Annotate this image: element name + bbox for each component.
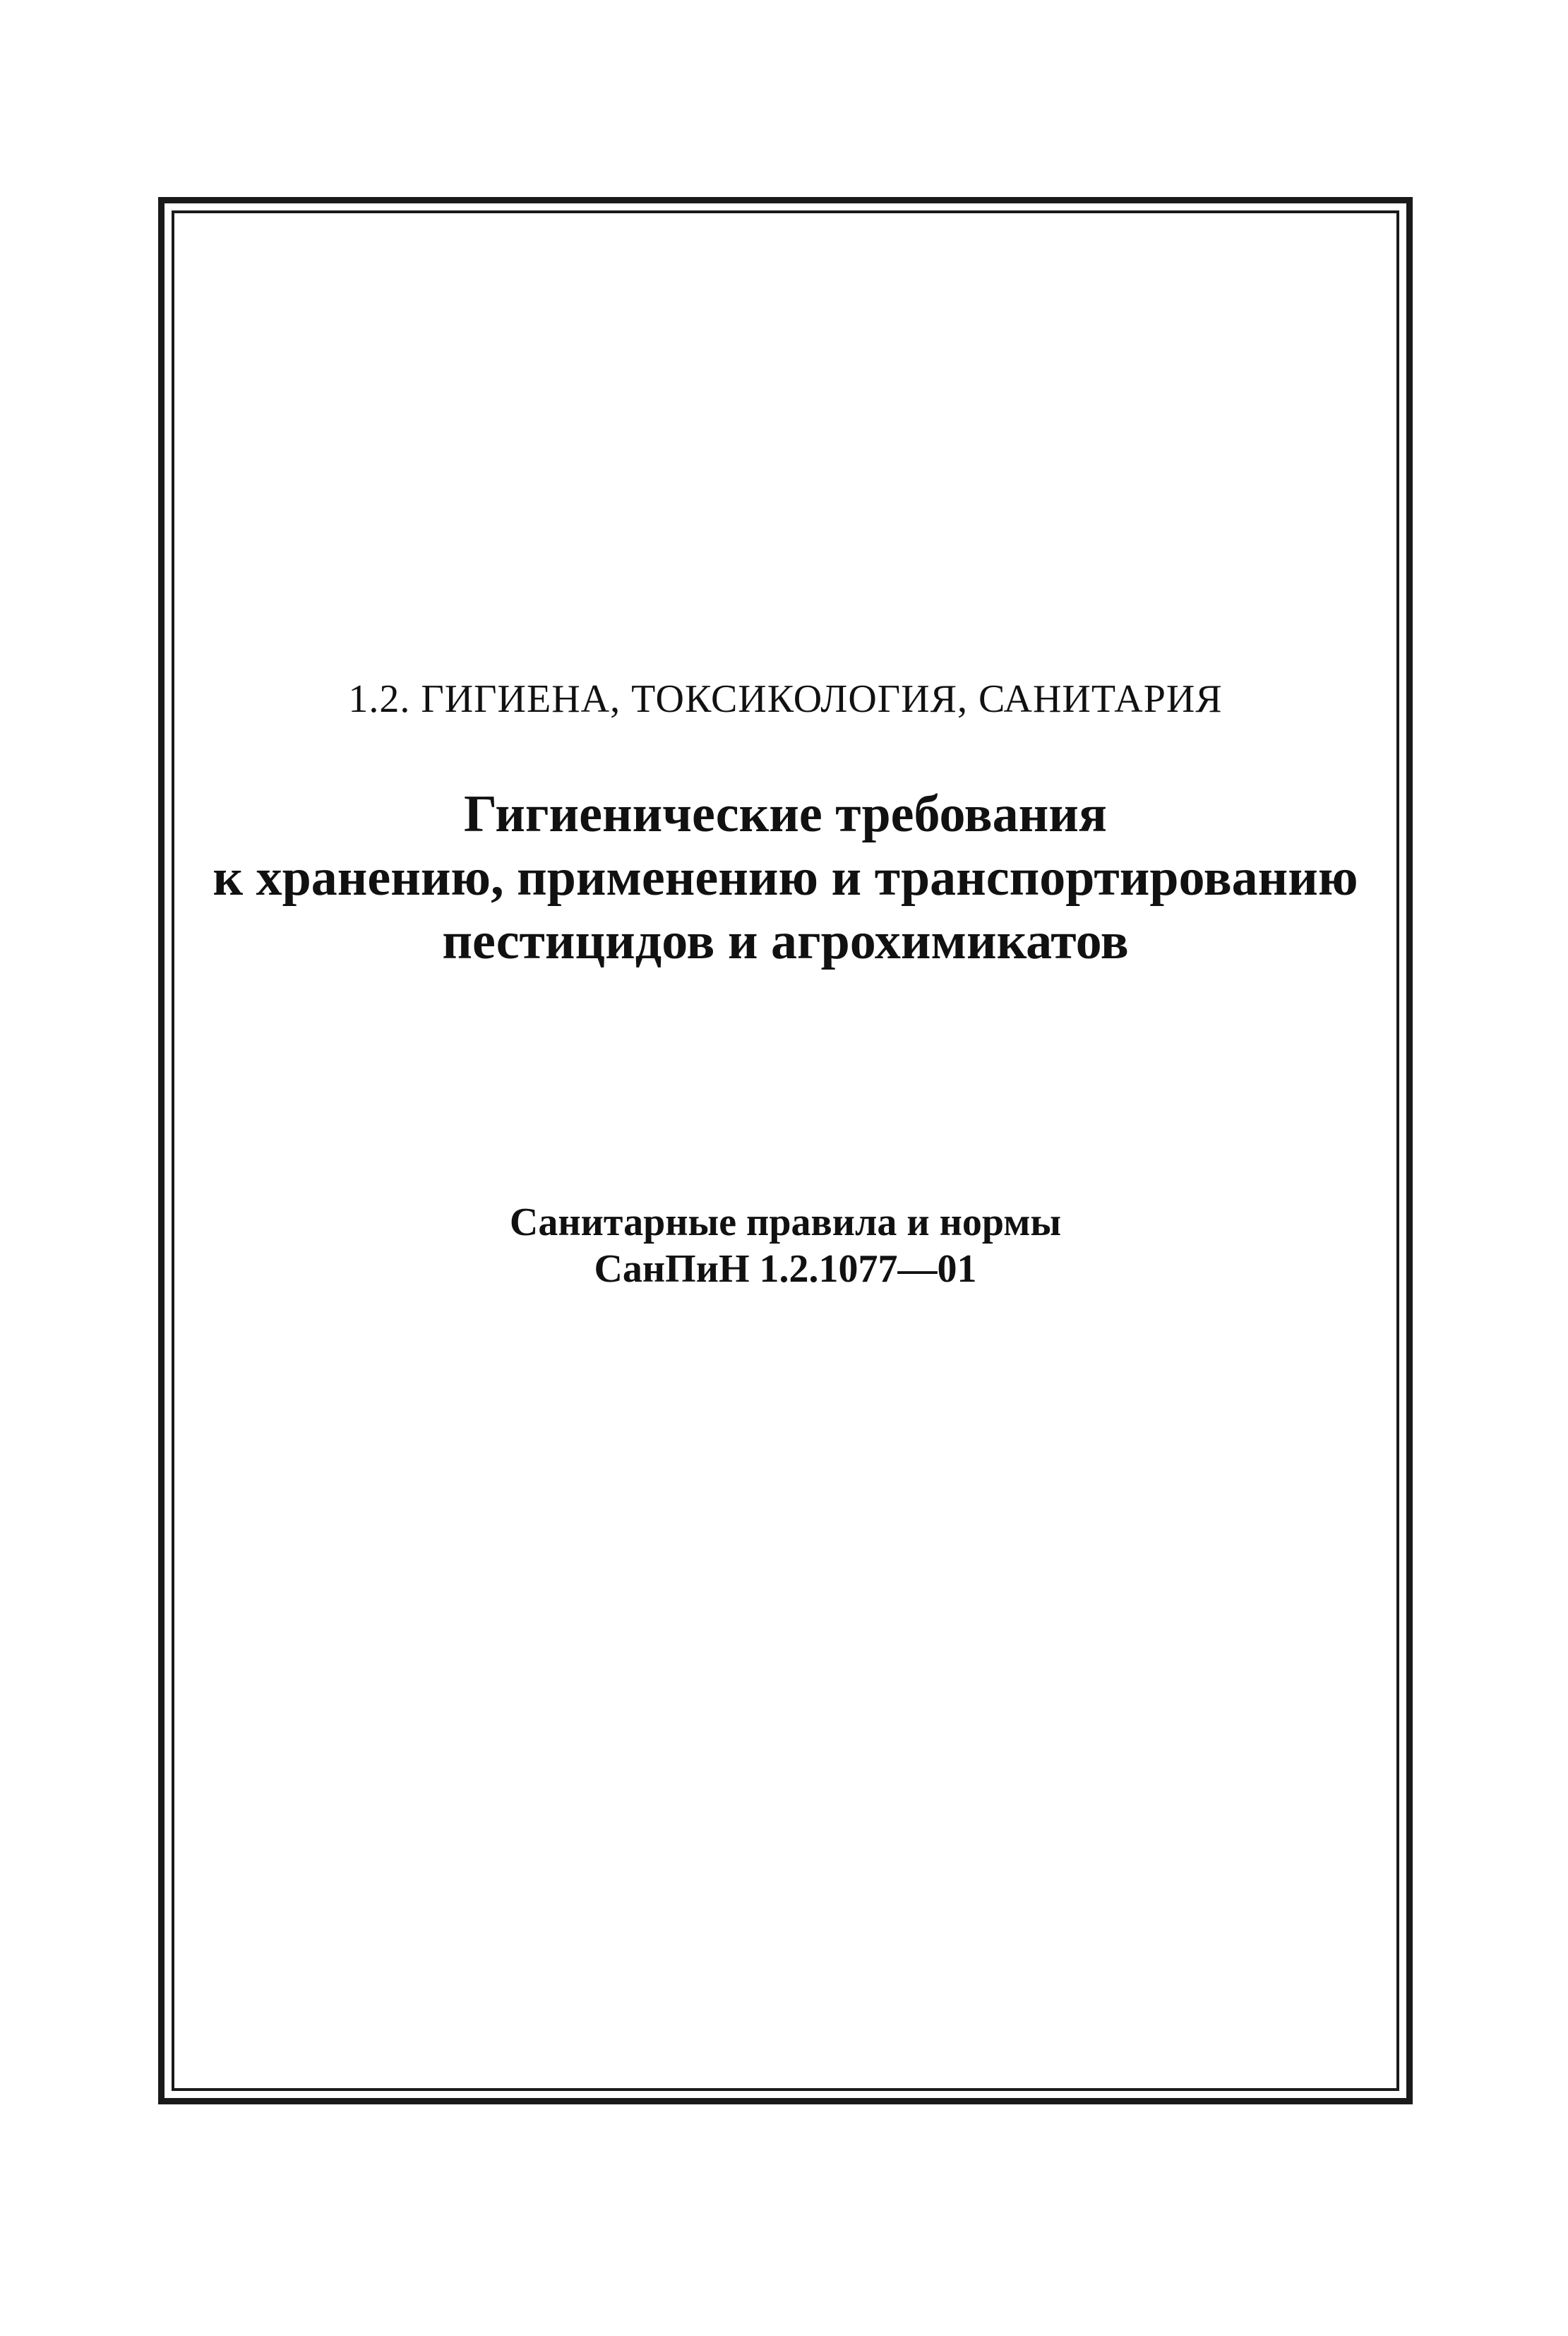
title-page xyxy=(172,210,1399,2091)
document-code: СанПиН 1.2.1077—01 xyxy=(594,1247,977,1291)
title-line-2: к хранению, применению и транспортированию xyxy=(213,849,1358,907)
document-type-block xyxy=(172,1199,1399,1292)
section-heading: 1.2. ГИГИЕНА, ТОКСИКОЛОГИЯ, САНИТАРИЯ xyxy=(348,677,1223,721)
document-type: Санитарные правила и нормы xyxy=(509,1200,1062,1244)
document-title xyxy=(172,782,1399,973)
title-line-1: Гигиенические требования xyxy=(464,785,1107,843)
title-line-3: пестицидов и агрохимикатов xyxy=(442,912,1129,970)
